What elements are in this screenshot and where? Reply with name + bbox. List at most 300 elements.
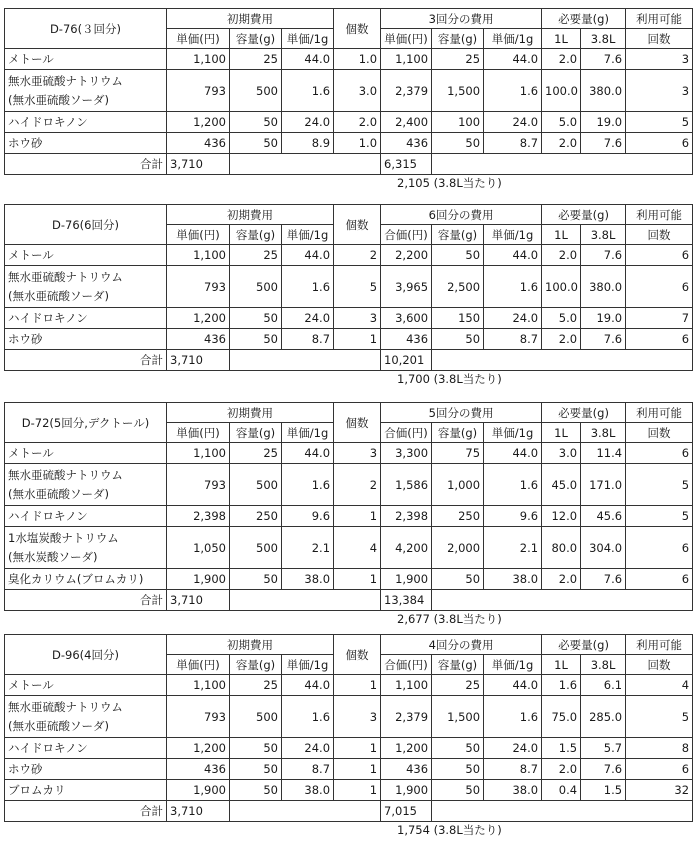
required-1l-cell: 0.4 bbox=[542, 780, 581, 801]
sub-usage-capacity: 容量(g) bbox=[432, 655, 484, 675]
total-row bbox=[5, 350, 693, 371]
available-uses-cell: 6 bbox=[626, 443, 693, 464]
capacity-cell: 25 bbox=[230, 675, 282, 696]
available-uses-cell: 6 bbox=[626, 569, 693, 590]
capacity-cell: 50 bbox=[230, 759, 282, 780]
cost-table bbox=[4, 204, 693, 371]
count-cell: 2 bbox=[334, 464, 381, 506]
usage-per-gram-cell: 9.6 bbox=[484, 506, 542, 527]
unit-price-cell: 793 bbox=[167, 70, 230, 112]
count-cell: 1.0 bbox=[334, 49, 381, 70]
sub-per-1l: 1L bbox=[542, 423, 581, 443]
required-1l-cell: 2.0 bbox=[542, 329, 581, 350]
group-initial-cost: 初期費用 bbox=[167, 403, 334, 423]
usage-per-gram-cell: 1.6 bbox=[484, 464, 542, 506]
price-per-gram-cell: 44.0 bbox=[282, 675, 334, 696]
required-1l-cell: 2.0 bbox=[542, 245, 581, 266]
table-row bbox=[5, 506, 693, 527]
col-available-subheader: 回数 bbox=[626, 423, 693, 443]
table-row bbox=[5, 329, 693, 350]
available-uses-cell: 32 bbox=[626, 780, 693, 801]
unit-price-cell: 1,100 bbox=[167, 245, 230, 266]
group-initial-cost: 初期費用 bbox=[167, 9, 334, 29]
usage-per-gram-cell: 44.0 bbox=[484, 49, 542, 70]
sub-capacity: 容量(g) bbox=[230, 655, 282, 675]
required-3-8l-cell: 7.6 bbox=[581, 759, 626, 780]
sub-usage-price: 合価(円) bbox=[381, 423, 432, 443]
required-1l-cell: 2.0 bbox=[542, 569, 581, 590]
table-row bbox=[5, 70, 693, 112]
usage-capacity-cell: 50 bbox=[432, 780, 484, 801]
chemical-name bbox=[5, 464, 167, 506]
chemical-name-line: 1水塩炭酸ナトリウム bbox=[8, 530, 119, 545]
required-1l-cell: 3.0 bbox=[542, 443, 581, 464]
unit-price-cell: 1,900 bbox=[167, 780, 230, 801]
chemical-name-line: 無水亜硫酸ナトリウム bbox=[8, 73, 123, 88]
available-uses-cell: 5 bbox=[626, 464, 693, 506]
usage-capacity-cell: 50 bbox=[432, 245, 484, 266]
sub-per-3-8l: 3.8L bbox=[581, 423, 626, 443]
price-per-gram-cell: 1.6 bbox=[282, 696, 334, 738]
usage-price-cell: 2,379 bbox=[381, 696, 432, 738]
sub-usage-per-gram: 単価/1g bbox=[484, 655, 542, 675]
price-per-gram-cell: 38.0 bbox=[282, 569, 334, 590]
capacity-cell: 500 bbox=[230, 464, 282, 506]
table-title: D-72(5回分,デクトール) bbox=[5, 403, 167, 443]
total-label: 合計 bbox=[5, 590, 167, 611]
capacity-cell: 50 bbox=[230, 738, 282, 759]
unit-price-cell: 1,100 bbox=[167, 675, 230, 696]
chemical-name bbox=[5, 329, 167, 350]
unit-price-cell: 1,200 bbox=[167, 112, 230, 133]
capacity-cell: 500 bbox=[230, 70, 282, 112]
capacity-cell: 50 bbox=[230, 308, 282, 329]
total-label: 合計 bbox=[5, 350, 167, 371]
usage-price-cell: 2,200 bbox=[381, 245, 432, 266]
total-label: 合計 bbox=[5, 801, 167, 822]
required-1l-cell: 2.0 bbox=[542, 759, 581, 780]
count-cell: 1 bbox=[334, 329, 381, 350]
table-row bbox=[5, 569, 693, 590]
price-per-gram-cell: 44.0 bbox=[282, 443, 334, 464]
total-empty bbox=[432, 350, 693, 371]
total-initial-cost: 3,710 bbox=[167, 154, 230, 175]
required-1l-cell: 1.5 bbox=[542, 738, 581, 759]
usage-price-cell: 436 bbox=[381, 759, 432, 780]
chemical-name bbox=[5, 759, 167, 780]
usage-per-gram-cell: 8.7 bbox=[484, 759, 542, 780]
sub-usage-per-gram: 単価/1g bbox=[484, 423, 542, 443]
usage-price-cell: 2,398 bbox=[381, 506, 432, 527]
price-per-gram-cell: 8.9 bbox=[282, 133, 334, 154]
col-count-header: 個数 bbox=[334, 635, 381, 675]
required-3-8l-cell: 5.7 bbox=[581, 738, 626, 759]
total-row bbox=[5, 590, 693, 611]
available-uses-cell: 8 bbox=[626, 738, 693, 759]
required-3-8l-cell: 7.6 bbox=[581, 245, 626, 266]
usage-per-gram-cell: 1.6 bbox=[484, 70, 542, 112]
table-row bbox=[5, 133, 693, 154]
chemical-name-line: ホウ砂 bbox=[8, 135, 43, 150]
required-1l-cell: 100.0 bbox=[542, 266, 581, 308]
table-row bbox=[5, 527, 693, 569]
usage-per-gram-cell: 1.6 bbox=[484, 266, 542, 308]
required-1l-cell: 2.0 bbox=[542, 49, 581, 70]
unit-price-cell: 436 bbox=[167, 329, 230, 350]
unit-price-cell: 1,900 bbox=[167, 569, 230, 590]
available-uses-cell: 3 bbox=[626, 49, 693, 70]
capacity-cell: 25 bbox=[230, 443, 282, 464]
required-1l-cell: 5.0 bbox=[542, 308, 581, 329]
usage-capacity-cell: 50 bbox=[432, 738, 484, 759]
sub-usage-per-gram: 単価/1g bbox=[484, 29, 542, 49]
table-row bbox=[5, 49, 693, 70]
usage-price-cell: 1,200 bbox=[381, 738, 432, 759]
total-empty bbox=[432, 590, 693, 611]
total-initial-cost: 3,710 bbox=[167, 801, 230, 822]
required-3-8l-cell: 7.6 bbox=[581, 569, 626, 590]
cost-table bbox=[4, 634, 693, 822]
sub-per-3-8l: 3.8L bbox=[581, 225, 626, 245]
sub-per-1l: 1L bbox=[542, 29, 581, 49]
sub-capacity: 容量(g) bbox=[230, 29, 282, 49]
chemical-name-line: メトール bbox=[8, 247, 54, 262]
total-usage-cost: 10,201 bbox=[381, 350, 432, 371]
table-title: D-76(３回分) bbox=[5, 9, 167, 49]
chemical-name bbox=[5, 569, 167, 590]
total-empty bbox=[230, 801, 381, 822]
usage-price-cell: 4,200 bbox=[381, 527, 432, 569]
usage-capacity-cell: 1,500 bbox=[432, 696, 484, 738]
usage-per-gram-cell: 8.7 bbox=[484, 329, 542, 350]
usage-capacity-cell: 2,000 bbox=[432, 527, 484, 569]
usage-capacity-cell: 50 bbox=[432, 329, 484, 350]
total-usage-cost: 6,315 bbox=[381, 154, 432, 175]
usage-capacity-cell: 75 bbox=[432, 443, 484, 464]
usage-price-cell: 2,379 bbox=[381, 70, 432, 112]
chemical-name bbox=[5, 266, 167, 308]
price-per-gram-cell: 8.7 bbox=[282, 329, 334, 350]
price-per-gram-cell: 9.6 bbox=[282, 506, 334, 527]
usage-price-cell: 1,100 bbox=[381, 675, 432, 696]
count-cell: 1 bbox=[334, 675, 381, 696]
usage-price-cell: 1,100 bbox=[381, 49, 432, 70]
usage-capacity-cell: 1,000 bbox=[432, 464, 484, 506]
col-available-header: 利用可能 bbox=[626, 403, 693, 423]
available-uses-cell: 6 bbox=[626, 245, 693, 266]
sub-per-1l: 1L bbox=[542, 655, 581, 675]
chemical-name-line: 臭化カリウム(ブロムカリ) bbox=[8, 571, 144, 586]
unit-price-cell: 2,398 bbox=[167, 506, 230, 527]
usage-price-cell: 1,900 bbox=[381, 569, 432, 590]
available-uses-cell: 4 bbox=[626, 675, 693, 696]
group-usage-cost: 3回分の費用 bbox=[381, 9, 542, 29]
col-available-header: 利用可能 bbox=[626, 205, 693, 225]
required-3-8l-cell: 7.6 bbox=[581, 329, 626, 350]
chemical-name bbox=[5, 527, 167, 569]
sub-per-1l: 1L bbox=[542, 225, 581, 245]
total-row bbox=[5, 801, 693, 822]
group-initial-cost: 初期費用 bbox=[167, 635, 334, 655]
available-uses-cell: 6 bbox=[626, 527, 693, 569]
header-row bbox=[5, 403, 693, 423]
sub-per-3-8l: 3.8L bbox=[581, 29, 626, 49]
chemical-name bbox=[5, 112, 167, 133]
chemical-name-line: メトール bbox=[8, 445, 54, 460]
usage-capacity-cell: 100 bbox=[432, 112, 484, 133]
chemical-name-line: ハイドロキノン bbox=[8, 310, 88, 325]
usage-capacity-cell: 1,500 bbox=[432, 70, 484, 112]
chemical-name bbox=[5, 506, 167, 527]
count-cell: 2 bbox=[334, 245, 381, 266]
count-cell: 4 bbox=[334, 527, 381, 569]
sub-per-3-8l: 3.8L bbox=[581, 655, 626, 675]
chemical-name bbox=[5, 49, 167, 70]
group-usage-cost: 6回分の費用 bbox=[381, 205, 542, 225]
col-count-header: 個数 bbox=[334, 205, 381, 245]
count-cell: 1 bbox=[334, 759, 381, 780]
count-cell: 3 bbox=[334, 443, 381, 464]
sub-unit-price: 単価(円) bbox=[167, 225, 230, 245]
table-row bbox=[5, 266, 693, 308]
chemical-name-line: ホウ砂 bbox=[8, 761, 43, 776]
chemical-name-line: ハイドロキノン bbox=[8, 114, 88, 129]
chemical-name-line: ブロムカリ bbox=[8, 782, 66, 797]
usage-per-gram-cell: 24.0 bbox=[484, 112, 542, 133]
sub-price-per-gram: 単価/1g bbox=[282, 29, 334, 49]
chemical-name-alias: (無水亜硫酸ソーダ) bbox=[8, 92, 109, 107]
header-row bbox=[5, 9, 693, 29]
chemical-name-alias: (無水亜硫酸ソーダ) bbox=[8, 288, 109, 303]
usage-per-gram-cell: 24.0 bbox=[484, 308, 542, 329]
count-cell: 3 bbox=[334, 308, 381, 329]
table-title: D-96(4回分) bbox=[5, 635, 167, 675]
col-available-subheader: 回数 bbox=[626, 225, 693, 245]
chemical-name-alias: (無水炭酸ソーダ) bbox=[8, 549, 98, 564]
usage-per-gram-cell: 44.0 bbox=[484, 443, 542, 464]
cost-per-3-8l-note: 2,677 (3.8L当たり) bbox=[397, 612, 502, 626]
cost-per-3-8l-note: 1,754 (3.8L当たり) bbox=[397, 823, 502, 837]
capacity-cell: 50 bbox=[230, 569, 282, 590]
usage-per-gram-cell: 44.0 bbox=[484, 245, 542, 266]
group-required-amount: 必要量(g) bbox=[542, 403, 626, 423]
table-row bbox=[5, 780, 693, 801]
available-uses-cell: 7 bbox=[626, 308, 693, 329]
unit-price-cell: 1,200 bbox=[167, 308, 230, 329]
usage-per-gram-cell: 1.6 bbox=[484, 696, 542, 738]
price-per-gram-cell: 1.6 bbox=[282, 70, 334, 112]
available-uses-cell: 6 bbox=[626, 329, 693, 350]
required-3-8l-cell: 19.0 bbox=[581, 308, 626, 329]
col-available-header: 利用可能 bbox=[626, 9, 693, 29]
usage-price-cell: 436 bbox=[381, 329, 432, 350]
capacity-cell: 50 bbox=[230, 112, 282, 133]
sub-unit-price: 単価(円) bbox=[167, 423, 230, 443]
col-count-header: 個数 bbox=[334, 403, 381, 443]
available-uses-cell: 5 bbox=[626, 696, 693, 738]
unit-price-cell: 793 bbox=[167, 464, 230, 506]
price-per-gram-cell: 8.7 bbox=[282, 759, 334, 780]
unit-price-cell: 793 bbox=[167, 696, 230, 738]
available-uses-cell: 5 bbox=[626, 506, 693, 527]
table-row bbox=[5, 759, 693, 780]
total-usage-cost: 13,384 bbox=[381, 590, 432, 611]
group-usage-cost: 4回分の費用 bbox=[381, 635, 542, 655]
chemical-name-line: 無水亜硫酸ナトリウム bbox=[8, 269, 123, 284]
table-row bbox=[5, 245, 693, 266]
chemical-name bbox=[5, 245, 167, 266]
group-required-amount: 必要量(g) bbox=[542, 635, 626, 655]
cost-table-block bbox=[4, 8, 693, 191]
group-initial-cost: 初期費用 bbox=[167, 205, 334, 225]
capacity-cell: 500 bbox=[230, 696, 282, 738]
required-1l-cell: 2.0 bbox=[542, 133, 581, 154]
chemical-name-line: メトール bbox=[8, 51, 54, 66]
count-cell: 3.0 bbox=[334, 70, 381, 112]
required-1l-cell: 1.6 bbox=[542, 675, 581, 696]
usage-price-cell: 3,600 bbox=[381, 308, 432, 329]
capacity-cell: 500 bbox=[230, 527, 282, 569]
sub-usage-capacity: 容量(g) bbox=[432, 29, 484, 49]
col-available-header: 利用可能 bbox=[626, 635, 693, 655]
usage-per-gram-cell: 44.0 bbox=[484, 675, 542, 696]
required-3-8l-cell: 304.0 bbox=[581, 527, 626, 569]
capacity-cell: 50 bbox=[230, 780, 282, 801]
table-row bbox=[5, 696, 693, 738]
total-empty bbox=[432, 154, 693, 175]
chemical-name bbox=[5, 443, 167, 464]
unit-price-cell: 436 bbox=[167, 759, 230, 780]
sub-usage-per-gram: 単価/1g bbox=[484, 225, 542, 245]
count-cell: 1 bbox=[334, 780, 381, 801]
chemical-name-line: 無水亜硫酸ナトリウム bbox=[8, 467, 123, 482]
cost-per-3-8l-note: 1,700 (3.8L当たり) bbox=[397, 372, 502, 386]
sub-unit-price: 単価(円) bbox=[167, 655, 230, 675]
chemical-name-line: ハイドロキノン bbox=[8, 508, 88, 523]
cost-table bbox=[4, 402, 693, 611]
usage-capacity-cell: 50 bbox=[432, 569, 484, 590]
price-per-gram-cell: 44.0 bbox=[282, 49, 334, 70]
total-row bbox=[5, 154, 693, 175]
col-available-subheader: 回数 bbox=[626, 655, 693, 675]
price-per-gram-cell: 24.0 bbox=[282, 738, 334, 759]
chemical-name bbox=[5, 308, 167, 329]
total-initial-cost: 3,710 bbox=[167, 350, 230, 371]
required-3-8l-cell: 380.0 bbox=[581, 266, 626, 308]
usage-capacity-cell: 2,500 bbox=[432, 266, 484, 308]
available-uses-cell: 5 bbox=[626, 112, 693, 133]
chemical-name bbox=[5, 696, 167, 738]
count-cell: 1 bbox=[334, 738, 381, 759]
unit-price-cell: 1,050 bbox=[167, 527, 230, 569]
price-per-gram-cell: 24.0 bbox=[282, 112, 334, 133]
count-cell: 1.0 bbox=[334, 133, 381, 154]
required-3-8l-cell: 380.0 bbox=[581, 70, 626, 112]
available-uses-cell: 6 bbox=[626, 266, 693, 308]
sub-price-per-gram: 単価/1g bbox=[282, 423, 334, 443]
required-1l-cell: 45.0 bbox=[542, 464, 581, 506]
chemical-name bbox=[5, 780, 167, 801]
usage-capacity-cell: 250 bbox=[432, 506, 484, 527]
capacity-cell: 25 bbox=[230, 49, 282, 70]
chemical-name-line: メトール bbox=[8, 677, 54, 692]
cost-table-block bbox=[4, 204, 693, 387]
cost-per-3-8l-note: 2,105 (3.8L当たり) bbox=[397, 176, 502, 190]
required-1l-cell: 5.0 bbox=[542, 112, 581, 133]
chemical-name-alias: (無水亜硫酸ソーダ) bbox=[8, 486, 109, 501]
chemical-name-line: ハイドロキノン bbox=[8, 740, 88, 755]
available-uses-cell: 6 bbox=[626, 759, 693, 780]
usage-per-gram-cell: 38.0 bbox=[484, 569, 542, 590]
total-label: 合計 bbox=[5, 154, 167, 175]
required-3-8l-cell: 11.4 bbox=[581, 443, 626, 464]
usage-capacity-cell: 50 bbox=[432, 133, 484, 154]
table-row bbox=[5, 112, 693, 133]
usage-price-cell: 1,900 bbox=[381, 780, 432, 801]
total-empty bbox=[230, 154, 381, 175]
required-3-8l-cell: 171.0 bbox=[581, 464, 626, 506]
required-1l-cell: 12.0 bbox=[542, 506, 581, 527]
cost-table-block bbox=[4, 402, 693, 627]
group-required-amount: 必要量(g) bbox=[542, 9, 626, 29]
sub-usage-price: 合価(円) bbox=[381, 225, 432, 245]
available-uses-cell: 6 bbox=[626, 133, 693, 154]
required-3-8l-cell: 7.6 bbox=[581, 133, 626, 154]
total-usage-cost: 7,015 bbox=[381, 801, 432, 822]
count-cell: 3 bbox=[334, 696, 381, 738]
capacity-cell: 50 bbox=[230, 329, 282, 350]
col-available-subheader: 回数 bbox=[626, 29, 693, 49]
total-empty bbox=[230, 350, 381, 371]
count-cell: 2.0 bbox=[334, 112, 381, 133]
count-cell: 5 bbox=[334, 266, 381, 308]
count-cell: 1 bbox=[334, 506, 381, 527]
sub-capacity: 容量(g) bbox=[230, 225, 282, 245]
capacity-cell: 50 bbox=[230, 133, 282, 154]
required-1l-cell: 100.0 bbox=[542, 70, 581, 112]
usage-capacity-cell: 25 bbox=[432, 675, 484, 696]
total-empty bbox=[432, 801, 693, 822]
usage-per-gram-cell: 38.0 bbox=[484, 780, 542, 801]
chemical-name-line: 無水亜硫酸ナトリウム bbox=[8, 699, 123, 714]
sub-unit-price: 単価(円) bbox=[167, 29, 230, 49]
price-per-gram-cell: 1.6 bbox=[282, 464, 334, 506]
usage-per-gram-cell: 2.1 bbox=[484, 527, 542, 569]
unit-price-cell: 436 bbox=[167, 133, 230, 154]
count-cell: 1 bbox=[334, 569, 381, 590]
price-per-gram-cell: 38.0 bbox=[282, 780, 334, 801]
available-uses-cell: 3 bbox=[626, 70, 693, 112]
header-row bbox=[5, 205, 693, 225]
sub-usage-price: 合価(円) bbox=[381, 655, 432, 675]
table-row bbox=[5, 738, 693, 759]
header-row bbox=[5, 635, 693, 655]
chemical-name bbox=[5, 675, 167, 696]
price-per-gram-cell: 2.1 bbox=[282, 527, 334, 569]
usage-price-cell: 3,300 bbox=[381, 443, 432, 464]
capacity-cell: 25 bbox=[230, 245, 282, 266]
capacity-cell: 500 bbox=[230, 266, 282, 308]
unit-price-cell: 1,200 bbox=[167, 738, 230, 759]
usage-capacity-cell: 150 bbox=[432, 308, 484, 329]
col-count-header: 個数 bbox=[334, 9, 381, 49]
price-per-gram-cell: 44.0 bbox=[282, 245, 334, 266]
cost-table-block bbox=[4, 634, 693, 838]
sub-usage-capacity: 容量(g) bbox=[432, 225, 484, 245]
chemical-name bbox=[5, 738, 167, 759]
chemical-name bbox=[5, 70, 167, 112]
price-per-gram-cell: 24.0 bbox=[282, 308, 334, 329]
